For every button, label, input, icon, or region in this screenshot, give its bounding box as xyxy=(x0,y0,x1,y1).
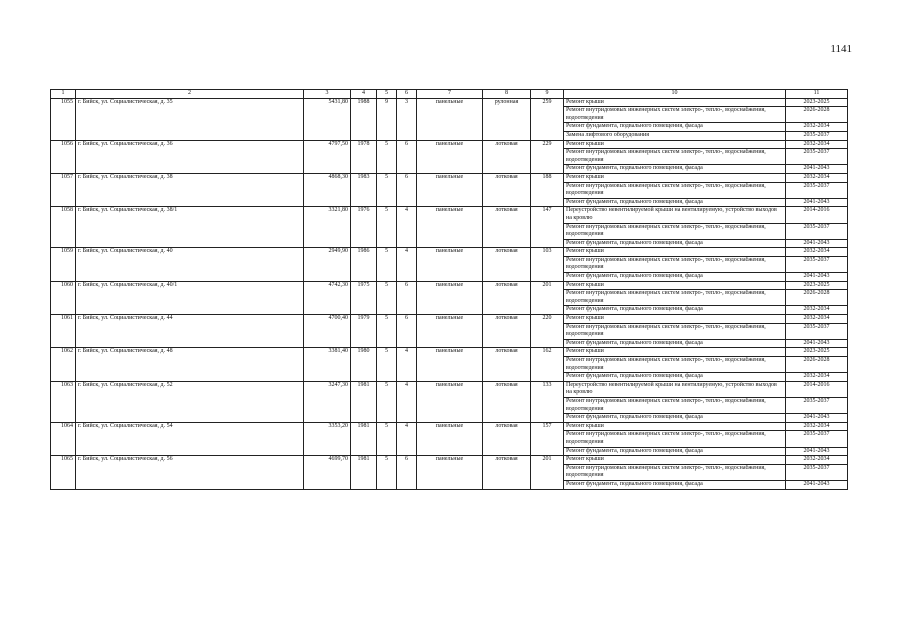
work-type-cell: Ремонт фундамента, подвального помещения, фасада xyxy=(564,447,786,456)
year-cell: 1975 xyxy=(351,281,377,314)
work-period-cell: 2032-2034 xyxy=(786,123,848,132)
wall-material-cell: панельные xyxy=(417,315,483,348)
work-type-cell: Ремонт внутридомовых инженерных систем электро-, тепло-, водоснабжения, водоотведения xyxy=(564,107,786,123)
residents-cell: 259 xyxy=(531,98,564,140)
entrances-cell: 4 xyxy=(397,348,417,381)
capital-repair-table xyxy=(50,89,848,490)
work-type-cell: Ремонт внутридомовых инженерных систем электро-, тепло-, водоснабжения, водоотведения xyxy=(564,223,786,239)
table-row xyxy=(51,173,848,182)
work-type-cell: Ремонт внутридомовых инженерных систем электро-, тепло-, водоснабжения, водоотведения xyxy=(564,256,786,272)
row-number: 1055 xyxy=(51,98,76,140)
residents-cell: 201 xyxy=(531,281,564,314)
work-period-cell: 2035-2037 xyxy=(786,149,848,165)
work-period-cell: 2035-2037 xyxy=(786,182,848,198)
work-period-cell: 2035-2037 xyxy=(786,431,848,447)
row-number: 1057 xyxy=(51,173,76,206)
work-type-cell: Ремонт крыши xyxy=(564,173,786,182)
entrances-cell: 4 xyxy=(397,381,417,422)
work-type-cell: Ремонт крыши xyxy=(564,315,786,324)
work-period-cell: 2032-2034 xyxy=(786,306,848,315)
area-cell: 4797,50 xyxy=(304,140,351,173)
work-type-cell: Ремонт крыши xyxy=(564,456,786,465)
row-number: 1061 xyxy=(51,315,76,348)
column-header: 11 xyxy=(786,90,848,99)
work-period-cell: 2032-2034 xyxy=(786,456,848,465)
work-period-cell: 2023-2025 xyxy=(786,281,848,290)
table-body xyxy=(51,98,848,489)
roof-type-cell: лотковая xyxy=(483,207,531,248)
table-row xyxy=(51,140,848,149)
area-cell: 3353,20 xyxy=(304,422,351,455)
work-type-cell: Ремонт внутридомовых инженерных систем электро-, тепло-, водоснабжения, водоотведения xyxy=(564,290,786,306)
year-cell: 1983 xyxy=(351,173,377,206)
roof-type-cell: лотковая xyxy=(483,173,531,206)
work-type-cell: Ремонт фундамента, подвального помещения, фасада xyxy=(564,339,786,348)
roof-type-cell: лотковая xyxy=(483,248,531,281)
column-number-row xyxy=(51,90,848,99)
entrances-cell: 6 xyxy=(397,315,417,348)
work-period-cell: 2041-2043 xyxy=(786,414,848,423)
address-cell: г. Бийск, ул. Социалистическая, д. 40/1 xyxy=(76,281,304,314)
area-cell: 5431,80 xyxy=(304,98,351,140)
work-period-cell: 2032-2034 xyxy=(786,173,848,182)
residents-cell: 103 xyxy=(531,248,564,281)
wall-material-cell: панельные xyxy=(417,140,483,173)
work-type-cell: Ремонт крыши xyxy=(564,248,786,257)
work-type-cell: Ремонт фундамента, подвального помещения, фасада xyxy=(564,198,786,207)
work-period-cell: 2032-2034 xyxy=(786,315,848,324)
entrances-cell: 6 xyxy=(397,456,417,489)
floors-cell: 5 xyxy=(377,281,397,314)
work-type-cell: Ремонт фундамента, подвального помещения, фасада xyxy=(564,306,786,315)
column-header: 3 xyxy=(304,90,351,99)
work-type-cell: Ремонт крыши xyxy=(564,98,786,107)
residents-cell: 133 xyxy=(531,381,564,422)
entrances-cell: 4 xyxy=(397,422,417,455)
address-cell: г. Бийск, ул. Социалистическая, д. 35 xyxy=(76,98,304,140)
row-number: 1065 xyxy=(51,456,76,489)
work-type-cell: Ремонт внутридомовых инженерных систем электро-, тепло-, водоснабжения, водоотведения xyxy=(564,357,786,373)
table-row xyxy=(51,315,848,324)
table-row xyxy=(51,456,848,465)
row-number: 1059 xyxy=(51,248,76,281)
work-type-cell: Переустройство невентилируемой крыши на вентилируемую, устройство выходов на кровлю xyxy=(564,207,786,223)
floors-cell: 5 xyxy=(377,207,397,248)
wall-material-cell: панельные xyxy=(417,456,483,489)
area-cell: 3381,40 xyxy=(304,348,351,381)
floors-cell: 5 xyxy=(377,173,397,206)
area-cell: 4742,30 xyxy=(304,281,351,314)
floors-cell: 5 xyxy=(377,315,397,348)
address-cell: г. Бийск, ул. Социалистическая, д. 54 xyxy=(76,422,304,455)
year-cell: 1979 xyxy=(351,315,377,348)
work-period-cell: 2041-2043 xyxy=(786,339,848,348)
wall-material-cell: панельные xyxy=(417,348,483,381)
wall-material-cell: панельные xyxy=(417,98,483,140)
table-row xyxy=(51,248,848,257)
work-type-cell: Ремонт фундамента, подвального помещения, фасада xyxy=(564,239,786,248)
entrances-cell: 4 xyxy=(397,207,417,248)
table-row xyxy=(51,348,848,357)
area-cell: 3247,30 xyxy=(304,381,351,422)
roof-type-cell: лотковая xyxy=(483,422,531,455)
work-type-cell: Ремонт внутридомовых инженерных систем электро-, тепло-, водоснабжения, водоотведения xyxy=(564,149,786,165)
work-period-cell: 2035-2037 xyxy=(786,397,848,413)
roof-type-cell: лотковая xyxy=(483,281,531,314)
work-period-cell: 2032-2034 xyxy=(786,248,848,257)
residents-cell: 188 xyxy=(531,173,564,206)
work-type-cell: Ремонт крыши xyxy=(564,348,786,357)
row-number: 1062 xyxy=(51,348,76,381)
work-period-cell: 2026-2028 xyxy=(786,290,848,306)
work-period-cell: 2035-2037 xyxy=(786,256,848,272)
work-type-cell: Ремонт фундамента, подвального помещения, фасада xyxy=(564,123,786,132)
work-period-cell: 2041-2043 xyxy=(786,447,848,456)
work-period-cell: 2041-2043 xyxy=(786,239,848,248)
work-type-cell: Ремонт крыши xyxy=(564,281,786,290)
work-period-cell: 2035-2037 xyxy=(786,223,848,239)
table-row xyxy=(51,207,848,223)
work-period-cell: 2035-2037 xyxy=(786,323,848,339)
work-type-cell: Ремонт фундамента, подвального помещения, фасада xyxy=(564,414,786,423)
work-period-cell: 2041-2043 xyxy=(786,273,848,282)
wall-material-cell: панельные xyxy=(417,281,483,314)
roof-type-cell: лотковая xyxy=(483,315,531,348)
roof-type-cell: лотковая xyxy=(483,348,531,381)
work-type-cell: Ремонт внутридомовых инженерных систем электро-, тепло-, водоснабжения, водоотведения xyxy=(564,464,786,480)
entrances-cell: 4 xyxy=(397,248,417,281)
column-header: 8 xyxy=(483,90,531,99)
column-header: 2 xyxy=(76,90,304,99)
work-type-cell: Замена лифтового оборудования xyxy=(564,131,786,140)
roof-type-cell: лотковая xyxy=(483,456,531,489)
work-type-cell: Ремонт внутридомовых инженерных систем электро-, тепло-, водоснабжения, водоотведения xyxy=(564,397,786,413)
wall-material-cell: панельные xyxy=(417,173,483,206)
floors-cell: 9 xyxy=(377,98,397,140)
work-period-cell: 2032-2034 xyxy=(786,140,848,149)
work-period-cell: 2035-2037 xyxy=(786,464,848,480)
floors-cell: 5 xyxy=(377,422,397,455)
table-row xyxy=(51,422,848,431)
residents-cell: 220 xyxy=(531,315,564,348)
work-period-cell: 2032-2034 xyxy=(786,422,848,431)
work-type-cell: Ремонт внутридомовых инженерных систем электро-, тепло-, водоснабжения, водоотведения xyxy=(564,182,786,198)
column-header: 9 xyxy=(531,90,564,99)
address-cell: г. Бийск, ул. Социалистическая, д. 38/1 xyxy=(76,207,304,248)
work-period-cell: 2014-2016 xyxy=(786,381,848,397)
column-header: 10 xyxy=(564,90,786,99)
work-type-cell: Ремонт фундамента, подвального помещения, фасада xyxy=(564,165,786,174)
year-cell: 1981 xyxy=(351,456,377,489)
entrances-cell: 6 xyxy=(397,281,417,314)
work-type-cell: Переустройство невентилируемой крыши на вентилируемую, устройство выходов на кровлю xyxy=(564,381,786,397)
address-cell: г. Бийск, ул. Социалистическая, д. 56 xyxy=(76,456,304,489)
wall-material-cell: панельные xyxy=(417,381,483,422)
work-period-cell: 2035-2037 xyxy=(786,131,848,140)
wall-material-cell: панельные xyxy=(417,207,483,248)
work-type-cell: Ремонт внутридомовых инженерных систем электро-, тепло-, водоснабжения, водоотведения xyxy=(564,323,786,339)
residents-cell: 229 xyxy=(531,140,564,173)
work-period-cell: 2023-2025 xyxy=(786,98,848,107)
page-number: 1141 xyxy=(830,43,852,55)
work-period-cell: 2026-2028 xyxy=(786,107,848,123)
floors-cell: 5 xyxy=(377,248,397,281)
row-number: 1064 xyxy=(51,422,76,455)
work-type-cell: Ремонт фундамента, подвального помещения, фасада xyxy=(564,273,786,282)
roof-type-cell: рулонная xyxy=(483,98,531,140)
entrances-cell: 3 xyxy=(397,98,417,140)
area-cell: 4699,70 xyxy=(304,456,351,489)
roof-type-cell: лотковая xyxy=(483,381,531,422)
address-cell: г. Бийск, ул. Социалистическая, д. 40 xyxy=(76,248,304,281)
column-header: 4 xyxy=(351,90,377,99)
area-cell: 4700,40 xyxy=(304,315,351,348)
column-header: 1 xyxy=(51,90,76,99)
row-number: 1056 xyxy=(51,140,76,173)
area-cell: 2949,90 xyxy=(304,248,351,281)
work-period-cell: 2041-2043 xyxy=(786,165,848,174)
column-header: 7 xyxy=(417,90,483,99)
work-type-cell: Ремонт фундамента, подвального помещения, фасада xyxy=(564,373,786,382)
address-cell: г. Бийск, ул. Социалистическая, д. 38 xyxy=(76,173,304,206)
floors-cell: 5 xyxy=(377,456,397,489)
year-cell: 1986 xyxy=(351,248,377,281)
residents-cell: 162 xyxy=(531,348,564,381)
address-cell: г. Бийск, ул. Социалистическая, д. 52 xyxy=(76,381,304,422)
table-row xyxy=(51,281,848,290)
year-cell: 1976 xyxy=(351,207,377,248)
row-number: 1058 xyxy=(51,207,76,248)
work-period-cell: 2014-2016 xyxy=(786,207,848,223)
address-cell: г. Бийск, ул. Социалистическая, д. 36 xyxy=(76,140,304,173)
address-cell: г. Бийск, ул. Социалистическая, д. 44 xyxy=(76,315,304,348)
wall-material-cell: панельные xyxy=(417,422,483,455)
area-cell: 4868,30 xyxy=(304,173,351,206)
year-cell: 1981 xyxy=(351,381,377,422)
address-cell: г. Бийск, ул. Социалистическая, д. 48 xyxy=(76,348,304,381)
year-cell: 1980 xyxy=(351,348,377,381)
table-row xyxy=(51,381,848,397)
work-period-cell: 2041-2043 xyxy=(786,198,848,207)
column-header: 5 xyxy=(377,90,397,99)
entrances-cell: 6 xyxy=(397,140,417,173)
work-period-cell: 2026-2028 xyxy=(786,357,848,373)
work-period-cell: 2023-2025 xyxy=(786,348,848,357)
year-cell: 1988 xyxy=(351,98,377,140)
work-period-cell: 2041-2043 xyxy=(786,480,848,489)
column-header: 6 xyxy=(397,90,417,99)
entrances-cell: 6 xyxy=(397,173,417,206)
work-type-cell: Ремонт крыши xyxy=(564,422,786,431)
work-period-cell: 2032-2034 xyxy=(786,373,848,382)
work-type-cell: Ремонт фундамента, подвального помещения, фасада xyxy=(564,480,786,489)
row-number: 1063 xyxy=(51,381,76,422)
roof-type-cell: лотковая xyxy=(483,140,531,173)
row-number: 1060 xyxy=(51,281,76,314)
residents-cell: 147 xyxy=(531,207,564,248)
residents-cell: 201 xyxy=(531,456,564,489)
work-type-cell: Ремонт крыши xyxy=(564,140,786,149)
year-cell: 1978 xyxy=(351,140,377,173)
area-cell: 3321,80 xyxy=(304,207,351,248)
wall-material-cell: панельные xyxy=(417,248,483,281)
floors-cell: 5 xyxy=(377,381,397,422)
table-row xyxy=(51,98,848,107)
residents-cell: 157 xyxy=(531,422,564,455)
floors-cell: 5 xyxy=(377,140,397,173)
work-type-cell: Ремонт внутридомовых инженерных систем электро-, тепло-, водоснабжения, водоотведения xyxy=(564,431,786,447)
floors-cell: 5 xyxy=(377,348,397,381)
year-cell: 1981 xyxy=(351,422,377,455)
